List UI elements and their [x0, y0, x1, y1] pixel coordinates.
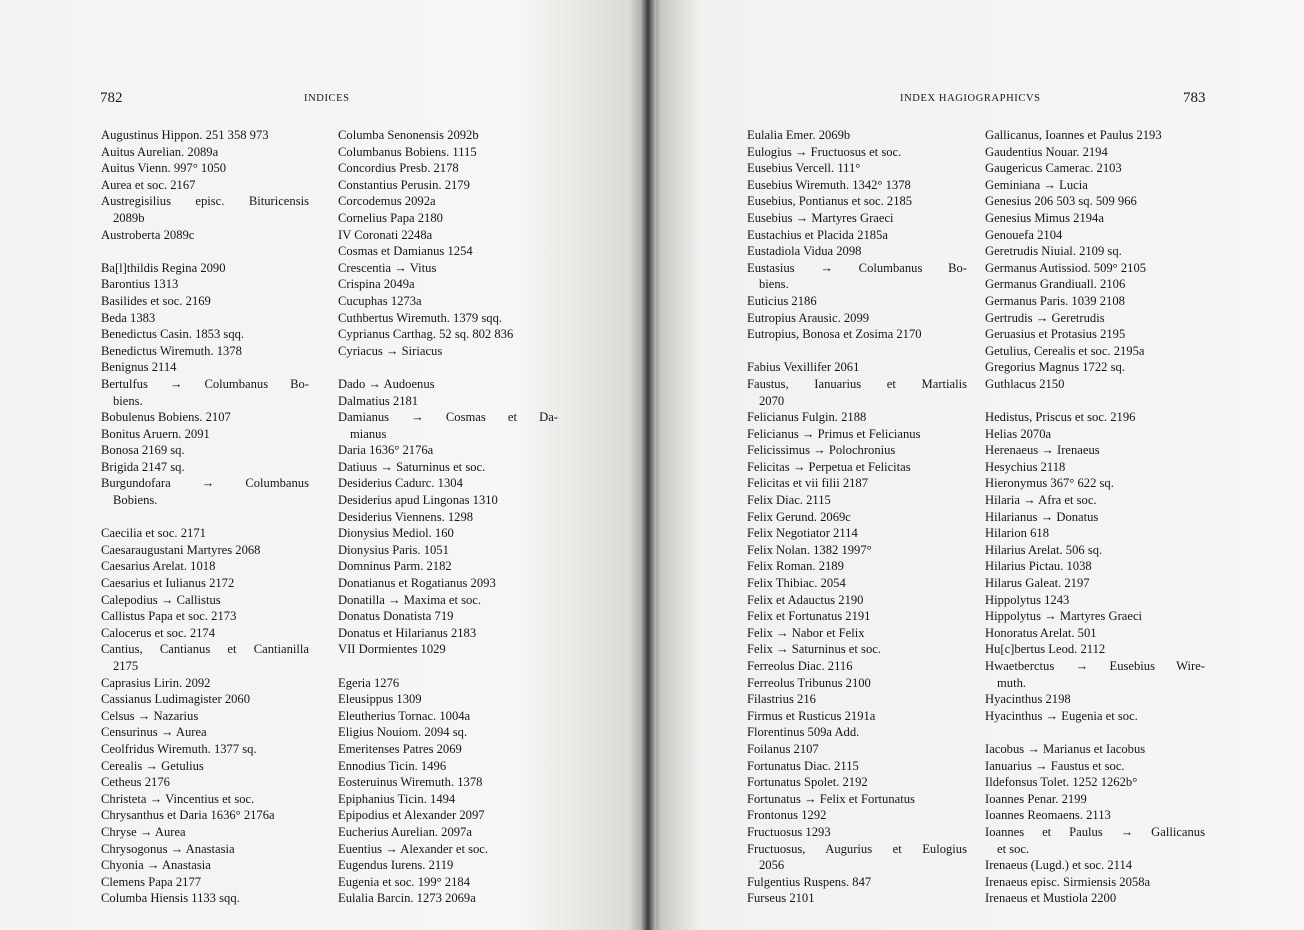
index-entry: Iacobus → Marianus et Iacobus — [985, 741, 1146, 756]
running-head: INDICES — [304, 93, 350, 104]
index-entry: Eustasius → Columbanus Bo- — [747, 260, 967, 275]
index-entry: Ba[l]thildis Regina 2090 — [101, 260, 226, 275]
book-gutter — [640, 0, 656, 930]
index-entry: Felix → Nabor et Felix — [747, 625, 865, 640]
index-entry: Hu[c]bertus Leod. 2112 — [985, 642, 1106, 657]
index-entry: Eutropius, Bonosa et Zosima 2170 — [747, 327, 922, 342]
index-entry: Hyacinthus → Eugenia et soc. — [985, 708, 1138, 723]
index-entry: Epipodius et Alexander 2097 — [338, 808, 485, 823]
index-entry: Desiderius Viennens. 1298 — [338, 509, 474, 524]
index-entry: Germanus Paris. 1039 2108 — [985, 293, 1125, 308]
index-entry: Calocerus et soc. 2174 — [101, 625, 216, 640]
index-entry: Austroberta 2089c — [101, 227, 195, 242]
index-entry: Felix Thibiac. 2054 — [747, 576, 846, 591]
index-entry: Donatus Donatista 719 — [338, 609, 454, 624]
left-page — [0, 0, 648, 930]
index-entry: Beda 1383 — [101, 310, 156, 325]
index-entry: 2070 — [759, 393, 785, 408]
index-entry: Fructuosus, Augurius et Eulogius — [747, 841, 967, 856]
index-entry: Felix Roman. 2189 — [747, 559, 844, 574]
index-entry: Ioannes et Paulus → Gallicanus — [985, 824, 1205, 839]
index-entry: Eutropius Arausic. 2099 — [747, 310, 870, 325]
index-entry: Felix → Saturninus et soc. — [747, 642, 881, 657]
index-entry: Geminiana → Lucia — [985, 177, 1088, 192]
index-entry: Celsus → Nazarius — [101, 708, 199, 723]
index-entry: Gaugericus Camerac. 2103 — [985, 161, 1122, 176]
index-entry: Crescentia → Vitus — [338, 260, 437, 275]
index-entry: Caprasius Lirin. 2092 — [101, 675, 211, 690]
index-entry: Honoratus Arelat. 501 — [985, 625, 1097, 640]
index-entry: 2089b — [113, 210, 145, 225]
index-entry: Hilarianus → Donatus — [985, 509, 1099, 524]
index-entry: Fulgentius Ruspens. 847 — [747, 874, 872, 889]
index-entry: Cetheus 2176 — [101, 775, 170, 790]
index-entry: Auitus Vienn. 997° 1050 — [101, 161, 227, 176]
index-entry: Ferreolus Tribunus 2100 — [747, 675, 871, 690]
index-entry: Burgundofara → Columbanus — [101, 476, 309, 491]
index-entry: Columba Hiensis 1133 sqq. — [101, 891, 240, 906]
index-entry: Callistus Papa et soc. 2173 — [101, 609, 237, 624]
index-entry: Crispina 2049a — [338, 277, 415, 292]
index-entry: Felix Diac. 2115 — [747, 493, 831, 508]
index-entry: Genesius 206 503 sq. 509 966 — [985, 194, 1137, 209]
index-entry: Auitus Aurelian. 2089a — [101, 144, 219, 159]
index-entry: Geretrudis Niuial. 2109 sq. — [985, 244, 1122, 259]
index-entry: Hilarion 618 — [985, 526, 1050, 541]
index-entry: VII Dormientes 1029 — [338, 642, 446, 657]
index-entry: Ennodius Ticin. 1496 — [338, 758, 447, 773]
index-entry: mianus — [350, 426, 387, 441]
index-entry: Chrysanthus et Daria 1636° 2176a — [101, 808, 275, 823]
index-entry: Hilaria → Afra et soc. — [985, 493, 1097, 508]
index-entry: Ioannes Penar. 2199 — [985, 791, 1087, 806]
index-entry: Dionysius Paris. 1051 — [338, 542, 449, 557]
section-gap — [101, 243, 309, 260]
index-entry: Bonitus Aruern. 2091 — [101, 426, 210, 441]
index-entry: Basilides et soc. 2169 — [101, 293, 211, 308]
index-entry: Ceolfridus Wiremuth. 1377 sq. — [101, 741, 257, 756]
index-entry: Chyonia → Anastasia — [101, 858, 211, 873]
index-entry: Fructuosus 1293 — [747, 824, 831, 839]
index-entry: Cyprianus Carthag. 52 sq. 802 836 — [338, 327, 514, 342]
index-entry: Hilarius Arelat. 506 sq. — [985, 542, 1103, 557]
index-entry: Felix Nolan. 1382 1997° — [747, 542, 872, 557]
index-entry: Censurinus → Aurea — [101, 725, 207, 740]
page-number: 783 — [1183, 90, 1206, 106]
index-entry: Filastrius 216 — [747, 692, 816, 707]
index-entry: Hieronymus 367° 622 sq. — [985, 476, 1114, 491]
index-entry: Furseus 2101 — [747, 891, 815, 906]
index-entry: Hwaetberctus → Eusebius Wire- — [985, 659, 1205, 673]
index-entry: Eligius Nouiom. 2094 sq. — [338, 725, 468, 740]
index-entry: Eulogius → Fructuosus et soc. — [747, 144, 902, 159]
index-entry: Eugendus Iurens. 2119 — [338, 858, 454, 873]
index-entry: Eulalia Barcin. 1273 2069a — [338, 891, 476, 906]
section-gap — [985, 724, 1205, 741]
index-entry: Frontonus 1292 — [747, 808, 827, 823]
section-gap — [338, 359, 558, 376]
index-entry: Cassianus Ludimagister 2060 — [101, 692, 251, 707]
index-entry: Benedictus Casin. 1853 sqq. — [101, 327, 245, 342]
index-entry: Hippolytus 1243 — [985, 592, 1070, 607]
index-entry: Caesarius et Iulianus 2172 — [101, 576, 235, 591]
index-entry: Christeta → Vincentius et soc. — [101, 791, 255, 806]
index-entry: Foilanus 2107 — [747, 741, 819, 756]
index-entry: Eusebius → Martyres Graeci — [747, 210, 894, 225]
index-entry: Fortunatus → Felix et Fortunatus — [747, 791, 915, 806]
index-entry: Firmus et Rusticus 2191a — [747, 708, 876, 723]
index-entry: Brigida 2147 sq. — [101, 459, 185, 474]
index-column — [101, 127, 309, 907]
index-entry: Donatianus et Rogatianus 2093 — [338, 576, 496, 591]
index-entry: Eosteruinus Wiremuth. 1378 — [338, 775, 483, 790]
right-page — [648, 0, 1304, 930]
index-entry: Gaudentius Nouar. 2194 — [985, 144, 1108, 159]
index-entry: Eleutherius Tornac. 1004a — [338, 708, 471, 723]
index-entry: Desiderius Cadurc. 1304 — [338, 476, 463, 491]
index-entry: Daria 1636° 2176a — [338, 443, 434, 458]
index-entry: Hilarius Pictau. 1038 — [985, 559, 1092, 574]
index-entry: Eucherius Aurelian. 2097a — [338, 824, 472, 839]
index-entry: Cornelius Papa 2180 — [338, 210, 443, 225]
index-entry: Guthlacus 2150 — [985, 376, 1065, 391]
index-entry: Fortunatus Spolet. 2192 — [747, 775, 868, 790]
index-entry: Gregorius Magnus 1722 sq. — [985, 360, 1125, 375]
section-gap — [985, 393, 1205, 410]
index-entry: Caecilia et soc. 2171 — [101, 526, 206, 541]
index-entry: Bobiens. — [113, 493, 158, 508]
index-entry: Ildefonsus Tolet. 1252 1262b° — [985, 775, 1138, 790]
index-entry: Bobulenus Bobiens. 2107 — [101, 410, 231, 425]
index-entry: 2175 — [113, 659, 139, 673]
index-entry: Florentinus 509a Add. — [747, 725, 860, 740]
index-entry: Damianus → Cosmas et Da- — [338, 410, 558, 425]
index-entry: Hyacinthus 2198 — [985, 692, 1071, 707]
index-entry: Felix et Adauctus 2190 — [747, 592, 864, 607]
index-entry: Chryse → Aurea — [101, 824, 186, 839]
index-entry: Cyriacus → Siriacus — [338, 343, 443, 358]
index-entry: Dalmatius 2181 — [338, 393, 419, 408]
index-entry: Dado → Audoenus — [338, 376, 435, 391]
index-column — [338, 127, 558, 907]
index-entry: Aurea et soc. 2167 — [101, 177, 196, 192]
index-entry: Epiphanius Ticin. 1494 — [338, 791, 456, 806]
index-entry: Constantius Perusin. 2179 — [338, 177, 470, 192]
index-entry: Helias 2070a — [985, 426, 1052, 441]
index-entry: Dionysius Mediol. 160 — [338, 526, 454, 541]
index-entry: Eustadiola Vidua 2098 — [747, 244, 862, 259]
index-entry: Donatilla → Maxima et soc. — [338, 592, 482, 607]
index-entry: Felicianus → Primus et Felicianus — [747, 426, 921, 441]
index-entry: Ianuarius → Faustus et soc. — [985, 758, 1125, 773]
index-entry: 2056 — [759, 858, 785, 873]
index-entry: Eusebius Wiremuth. 1342° 1378 — [747, 177, 911, 192]
page-number: 782 — [100, 90, 123, 106]
index-entry: Getulius, Cerealis et soc. 2195a — [985, 343, 1145, 358]
index-entry: Barontius 1313 — [101, 277, 179, 292]
index-entry: Hesychius 2118 — [985, 459, 1066, 474]
index-entry: Herenaeus → Irenaeus — [985, 443, 1100, 458]
index-entry: Felix Negotiator 2114 — [747, 526, 858, 541]
index-entry: Austregisilius episc. Bituricensis — [101, 194, 309, 209]
index-entry: Felix et Fortunatus 2191 — [747, 609, 871, 624]
index-entry: Cucuphas 1273a — [338, 293, 422, 308]
index-column — [985, 127, 1205, 907]
index-entry: Caesaraugustani Martyres 2068 — [101, 542, 261, 557]
index-entry: muth. — [997, 675, 1027, 690]
index-entry: Donatus et Hilarianus 2183 — [338, 625, 477, 640]
index-entry: Hippolytus → Martyres Graeci — [985, 609, 1143, 624]
index-entry: Desiderius apud Lingonas 1310 — [338, 493, 498, 508]
index-entry: Cerealis → Getulius — [101, 758, 204, 773]
index-entry: Calepodius → Callistus — [101, 592, 221, 607]
index-entry: Eusebius, Pontianus et soc. 2185 — [747, 194, 913, 209]
index-entry: Germanus Autissiod. 509° 2105 — [985, 260, 1147, 275]
index-entry: Columbanus Bobiens. 1115 — [338, 144, 477, 159]
index-entry: Ioannes Reomaens. 2113 — [985, 808, 1111, 823]
index-entry: Emeritenses Patres 2069 — [338, 741, 462, 756]
index-entry: Felicitas et vii filii 2187 — [747, 476, 869, 491]
index-entry: Benedictus Wiremuth. 1378 — [101, 343, 242, 358]
index-entry: Genouefa 2104 — [985, 227, 1063, 242]
index-entry: Benignus 2114 — [101, 360, 177, 375]
index-entry: Chrysogonus → Anastasia — [101, 841, 235, 856]
index-entry: Geruasius et Protasius 2195 — [985, 327, 1126, 342]
index-entry: Euticius 2186 — [747, 293, 817, 308]
index-entry: Felicianus Fulgin. 2188 — [747, 410, 867, 425]
index-entry: Corcodemus 2092a — [338, 194, 436, 209]
index-entry: et soc. — [997, 841, 1030, 856]
index-entry: Irenaeus (Lugd.) et soc. 2114 — [985, 858, 1133, 873]
index-entry: Euentius → Alexander et soc. — [338, 841, 489, 856]
index-entry: Caesarius Arelat. 1018 — [101, 559, 216, 574]
section-gap — [101, 509, 309, 526]
index-entry: Germanus Grandiuall. 2106 — [985, 277, 1126, 292]
index-entry: Domninus Parm. 2182 — [338, 559, 452, 574]
index-entry: Columba Senonensis 2092b — [338, 128, 479, 142]
index-entry: Felicitas → Perpetua et Felicitas — [747, 459, 911, 474]
index-entry: Felix Gerund. 2069c — [747, 509, 851, 524]
index-entry: Augustinus Hippon. 251 358 973 — [101, 128, 269, 142]
index-entry: Ferreolus Diac. 2116 — [747, 659, 853, 673]
index-entry: Datiuus → Saturninus et soc. — [338, 459, 486, 474]
index-entry: Hedistus, Priscus et soc. 2196 — [985, 410, 1136, 425]
index-entry: biens. — [113, 393, 143, 408]
index-entry: Eugenia et soc. 199° 2184 — [338, 874, 470, 889]
index-entry: Irenaeus episc. Sirmiensis 2058a — [985, 874, 1151, 889]
running-head: INDEX HAGIOGRAPHICVS — [900, 93, 1041, 104]
index-entry: biens. — [759, 277, 789, 292]
index-column — [747, 127, 967, 907]
index-entry: Clemens Papa 2177 — [101, 874, 202, 889]
index-entry: Gertrudis → Geretrudis — [985, 310, 1105, 325]
index-entry: Faustus, Ianuarius et Martialis — [747, 376, 967, 391]
index-entry: Cosmas et Damianus 1254 — [338, 244, 473, 259]
index-entry: Concordius Presb. 2178 — [338, 161, 459, 176]
index-entry: Fortunatus Diac. 2115 — [747, 758, 859, 773]
index-entry: Egeria 1276 — [338, 675, 400, 690]
index-entry: Eusebius Vercell. 111° — [747, 161, 861, 176]
index-entry: Bertulfus → Columbanus Bo- — [101, 376, 309, 391]
section-gap — [747, 343, 967, 360]
index-entry: Bonosa 2169 sq. — [101, 443, 185, 458]
index-entry: Eulalia Emer. 2069b — [747, 128, 851, 142]
index-entry: Felicissimus → Polochronius — [747, 443, 896, 458]
index-entry: Cantius, Cantianus et Cantianilla — [101, 642, 309, 657]
index-entry: Genesius Mimus 2194a — [985, 210, 1104, 225]
index-entry: Eustachius et Placida 2185a — [747, 227, 888, 242]
index-entry: Fabius Vexillifer 2061 — [747, 360, 860, 375]
index-entry: Eleusippus 1309 — [338, 692, 422, 707]
index-entry: Gallicanus, Ioannes et Paulus 2193 — [985, 128, 1162, 142]
index-entry: Irenaeus et Mustiola 2200 — [985, 891, 1117, 906]
section-gap — [338, 658, 558, 675]
index-entry: Hilarus Galeat. 2197 — [985, 576, 1090, 591]
index-entry: IV Coronati 2248a — [338, 227, 433, 242]
index-entry: Cuthbertus Wiremuth. 1379 sqq. — [338, 310, 503, 325]
